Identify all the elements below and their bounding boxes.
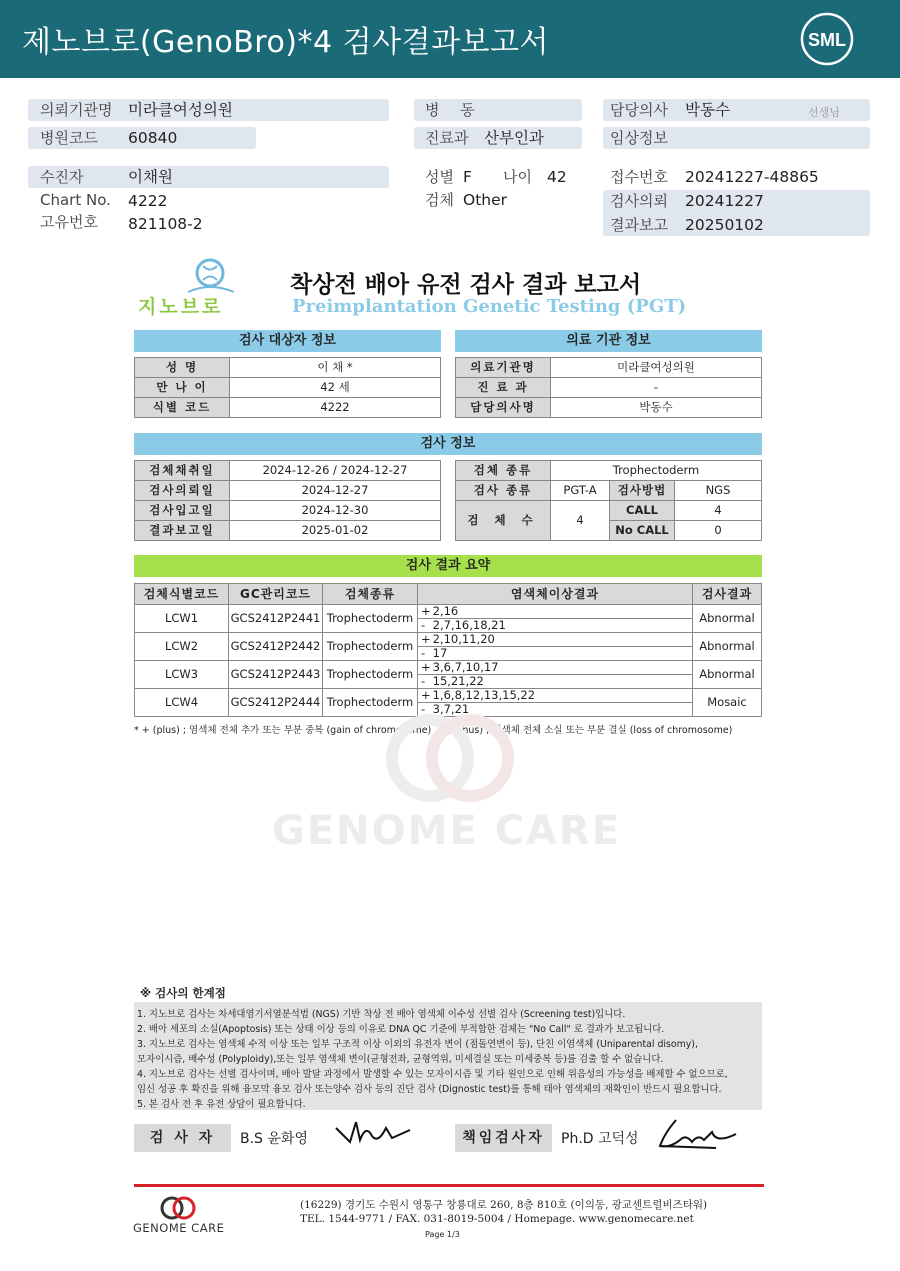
col-type: 검체종류 bbox=[323, 584, 418, 605]
plus-sign: + bbox=[418, 605, 431, 619]
subject-heading: 검사 대상자 정보 bbox=[134, 330, 441, 352]
table-row bbox=[135, 661, 762, 675]
request-date-label: 검사의뢰일 bbox=[135, 481, 230, 501]
sample-type: Trophectoderm bbox=[323, 689, 418, 717]
col-code: 검체식별코드 bbox=[135, 584, 229, 605]
summary-table bbox=[134, 583, 762, 717]
top-header-bar bbox=[0, 0, 900, 78]
genobro-logo-text: 지노브로 bbox=[138, 296, 224, 318]
institution-heading: 의료 기관 정보 bbox=[455, 330, 762, 352]
col-gc: GC관리코드 bbox=[229, 584, 323, 605]
report-date-value: 2025-01-02 bbox=[230, 521, 441, 541]
col-chromosome: 염색체이상결과 bbox=[418, 584, 693, 605]
tester-name: B.S 윤화영 bbox=[240, 1131, 308, 1147]
sample-code: LCW2 bbox=[135, 633, 229, 661]
loss-chromosomes: 15,21,22 bbox=[431, 675, 693, 689]
receipt-value: 20241227-48865 bbox=[685, 168, 819, 186]
gain-chromosomes: 3,6,7,10,17 bbox=[431, 661, 693, 675]
patient-name-value: 이채원 bbox=[128, 168, 173, 186]
inst-dept-value: - bbox=[551, 378, 762, 398]
count-label: 검 체 수 bbox=[456, 501, 551, 541]
patient-name-label: 수진자 bbox=[40, 168, 84, 186]
test-info-heading: 검사 정보 bbox=[134, 433, 762, 455]
doctor-value: 박동수 bbox=[685, 101, 730, 119]
limit-line: 3. 지노브로 검사는 염색체 수적 이상 또는 일부 구조적 이상 이외의 유전자 변이 (점돌연변이 등), 단친 이염색체 (Uniparental disomy), bbox=[137, 1039, 698, 1050]
tester-signature bbox=[332, 1114, 416, 1150]
nocall-label: No CALL bbox=[610, 521, 675, 541]
footer-company: GENOME CARE bbox=[133, 1221, 225, 1235]
subject-age-value: 42 세 bbox=[230, 378, 441, 398]
chief-signature bbox=[656, 1114, 740, 1154]
footer-address-block bbox=[300, 1198, 707, 1226]
footer-address: (16229) 경기도 수원시 영통구 창룡대로 260, 8층 810호 (이의동, 광교센트럴비즈타워) bbox=[300, 1199, 708, 1211]
watermark-logo-icon bbox=[370, 708, 530, 804]
test-result: Abnormal bbox=[693, 661, 762, 689]
sample-type: Trophectoderm bbox=[323, 633, 418, 661]
report-subtitle: Preimplantation Genetic Testing (PGT) bbox=[292, 296, 687, 317]
limit-line: 1. 지노브로 검사는 차세대염기서열분석법 (NGS) 기반 착상 전 배아 염색체 이수성 선별 검사 (Screening test)입니다. bbox=[137, 1009, 626, 1020]
footer-contact: TEL. 1544-9771 / FAX. 031-8019-5004 / Homepage. www.genomecare.net bbox=[300, 1213, 694, 1225]
minus-sign: - bbox=[418, 675, 431, 689]
hospital-code-label: 병원코드 bbox=[40, 129, 98, 147]
loss-chromosomes: 2,7,16,18,21 bbox=[431, 619, 693, 633]
test-specimen-table bbox=[455, 460, 762, 541]
limits-title: ※ 검사의 한계점 bbox=[140, 986, 226, 1000]
loss-chromosomes: 3,7,21 bbox=[431, 703, 693, 717]
sex-label: 성별 bbox=[425, 168, 454, 186]
request-label: 검사의뢰 bbox=[610, 192, 668, 210]
specimen-type-value: Trophectoderm bbox=[551, 461, 762, 481]
sml-logo bbox=[800, 12, 854, 66]
minus-sign: - bbox=[418, 619, 431, 633]
footer-divider bbox=[134, 1184, 764, 1187]
col-result: 검사결과 bbox=[693, 584, 762, 605]
institution-value: 미라클여성의원 bbox=[128, 101, 233, 119]
report-value: 20250102 bbox=[685, 216, 764, 234]
tester-label: 검 사 자 bbox=[134, 1124, 231, 1152]
sample-type: Trophectoderm bbox=[323, 605, 418, 633]
nocall-value: 0 bbox=[675, 521, 762, 541]
gc-code: GCS2412P2442 bbox=[229, 633, 323, 661]
chief-tester-name: Ph.D 고덕성 bbox=[561, 1131, 639, 1147]
doctor-suffix: 선생님 bbox=[808, 106, 840, 119]
table-row bbox=[135, 689, 762, 703]
request-date-value: 2024-12-27 bbox=[230, 481, 441, 501]
unique-id-label: 고유번호 bbox=[40, 213, 98, 231]
receipt-label: 접수번호 bbox=[610, 168, 668, 186]
report-date-label: 결과보고일 bbox=[135, 521, 230, 541]
subject-id-value: 4222 bbox=[230, 398, 441, 418]
genome-care-logo-icon bbox=[156, 1195, 200, 1221]
subject-name-value: 이 채 * bbox=[230, 358, 441, 378]
limit-line: 5. 본 검사 전 후 유전 상담이 필요합니다. bbox=[137, 1099, 306, 1110]
minus-sign: - bbox=[418, 703, 431, 717]
report-label: 결과보고 bbox=[610, 216, 668, 234]
summary-footnote: * + (plus) ; 염색체 전체 추가 또는 부분 중복 (gain of chromosome) , - (minus) ; 염색체 전체 소실 또는 부분 결실 (loss of chromosome) bbox=[134, 725, 733, 736]
hospital-code-value: 60840 bbox=[128, 129, 178, 147]
plus-sign: + bbox=[418, 689, 431, 703]
age-value: 42 bbox=[547, 168, 567, 186]
call-label: CALL bbox=[610, 501, 675, 521]
minus-sign: - bbox=[418, 647, 431, 661]
gc-code: GCS2412P2443 bbox=[229, 661, 323, 689]
collect-value: 2024-12-26 / 2024-12-27 bbox=[230, 461, 441, 481]
chief-tester-label: 책임검사자 bbox=[455, 1124, 552, 1152]
dept-value: 산부인과 bbox=[484, 129, 544, 147]
inst-doctor-label: 담당의사명 bbox=[456, 398, 551, 418]
collect-label: 검체채취일 bbox=[135, 461, 230, 481]
received-label: 검사입고일 bbox=[135, 501, 230, 521]
gc-code: GCS2412P2441 bbox=[229, 605, 323, 633]
institution-table bbox=[455, 357, 762, 418]
subject-name-label: 성 명 bbox=[135, 358, 230, 378]
limit-line: 2. 배아 세포의 소실(Apoptosis) 또는 상태 이상 등의 이유로 DNA QC 기준에 부적합한 검체는 "No Call" 로 결과가 보고됩니다. bbox=[137, 1024, 665, 1035]
summary-heading: 검사 결과 요약 bbox=[134, 555, 762, 577]
report-title: 착상전 배아 유전 검사 결과 보고서 bbox=[290, 272, 642, 298]
specimen-type-label: 검체 종류 bbox=[456, 461, 551, 481]
inst-name-label: 의료기관명 bbox=[456, 358, 551, 378]
genobro-logo-icon bbox=[180, 256, 240, 296]
limit-line: 모자이시즘, 배수성 (Polyploidy),또는 일부 염색체 변이(균형전좌, 균형역위, 미세결실 또는 미세중복 등)를 검출 할 수 없습니다. bbox=[137, 1054, 664, 1065]
chart-no-label: Chart No. bbox=[40, 191, 111, 209]
inst-dept-label: 진 료 과 bbox=[456, 378, 551, 398]
specimen-value: Other bbox=[463, 191, 508, 209]
doctor-label: 담당의사 bbox=[610, 101, 668, 119]
gc-code: GCS2412P2444 bbox=[229, 689, 323, 717]
test-result: Abnormal bbox=[693, 605, 762, 633]
count-value: 4 bbox=[551, 501, 610, 541]
test-result: Abnormal bbox=[693, 633, 762, 661]
subject-id-label: 식별 코드 bbox=[135, 398, 230, 418]
sample-code: LCW3 bbox=[135, 661, 229, 689]
method-value: NGS bbox=[675, 481, 762, 501]
sml-logo-text: SML bbox=[808, 30, 846, 50]
gain-chromosomes: 1,6,8,12,13,15,22 bbox=[431, 689, 693, 703]
gain-chromosomes: 2,10,11,20 bbox=[431, 633, 693, 647]
unique-id-value: 821108-2 bbox=[128, 215, 203, 233]
sample-type: Trophectoderm bbox=[323, 661, 418, 689]
test-type-value: PGT-A bbox=[551, 481, 610, 501]
inst-name-value: 미라클여성의원 bbox=[551, 358, 762, 378]
chart-no-value: 4222 bbox=[128, 192, 168, 210]
received-value: 2024-12-30 bbox=[230, 501, 441, 521]
sample-code: LCW4 bbox=[135, 689, 229, 717]
inst-doctor-value: 박동수 bbox=[551, 398, 762, 418]
test-dates-table bbox=[134, 460, 441, 541]
subject-age-label: 만 나 이 bbox=[135, 378, 230, 398]
table-row bbox=[135, 633, 762, 647]
watermark-text: GENOME CARE bbox=[272, 808, 622, 854]
table-row bbox=[135, 605, 762, 619]
subject-table bbox=[134, 357, 441, 418]
specimen-label: 검체 bbox=[425, 191, 454, 209]
limit-line: 4. 지노브로 검사는 선별 검사이며, 배아 발달 과정에서 발생할 수 있는 모자이시즘 및 기타 원인으로 인해 위음성의 가능성을 배제할 수 없으므로, bbox=[137, 1069, 728, 1080]
test-result: Mosaic bbox=[693, 689, 762, 717]
ward-label: 병 동 bbox=[425, 101, 483, 119]
sample-code: LCW1 bbox=[135, 605, 229, 633]
clinical-label: 임상정보 bbox=[610, 129, 668, 147]
plus-sign: + bbox=[418, 661, 431, 675]
page-number: Page 1/3 bbox=[425, 1230, 460, 1239]
institution-label: 의뢰기관명 bbox=[40, 101, 113, 119]
call-value: 4 bbox=[675, 501, 762, 521]
test-type-label: 검사 종류 bbox=[456, 481, 551, 501]
plus-sign: + bbox=[418, 633, 431, 647]
page-title: 제노브로(GenoBro)*4 검사결과보고서 bbox=[22, 25, 549, 60]
dept-label: 진료과 bbox=[425, 129, 469, 147]
sex-value: F bbox=[463, 168, 472, 186]
loss-chromosomes: 17 bbox=[431, 647, 693, 661]
method-label: 검사방법 bbox=[610, 481, 675, 501]
request-value: 20241227 bbox=[685, 192, 764, 210]
age-label: 나이 bbox=[503, 168, 532, 186]
limit-line: 임신 성공 후 확진을 위해 융모막 융모 검사 또는양수 검사 등의 진단 검사 (Dignostic test)를 통해 태아 염색체의 재확인이 반드시 필요합니다. bbox=[137, 1084, 722, 1095]
gain-chromosomes: 2,16 bbox=[431, 605, 693, 619]
